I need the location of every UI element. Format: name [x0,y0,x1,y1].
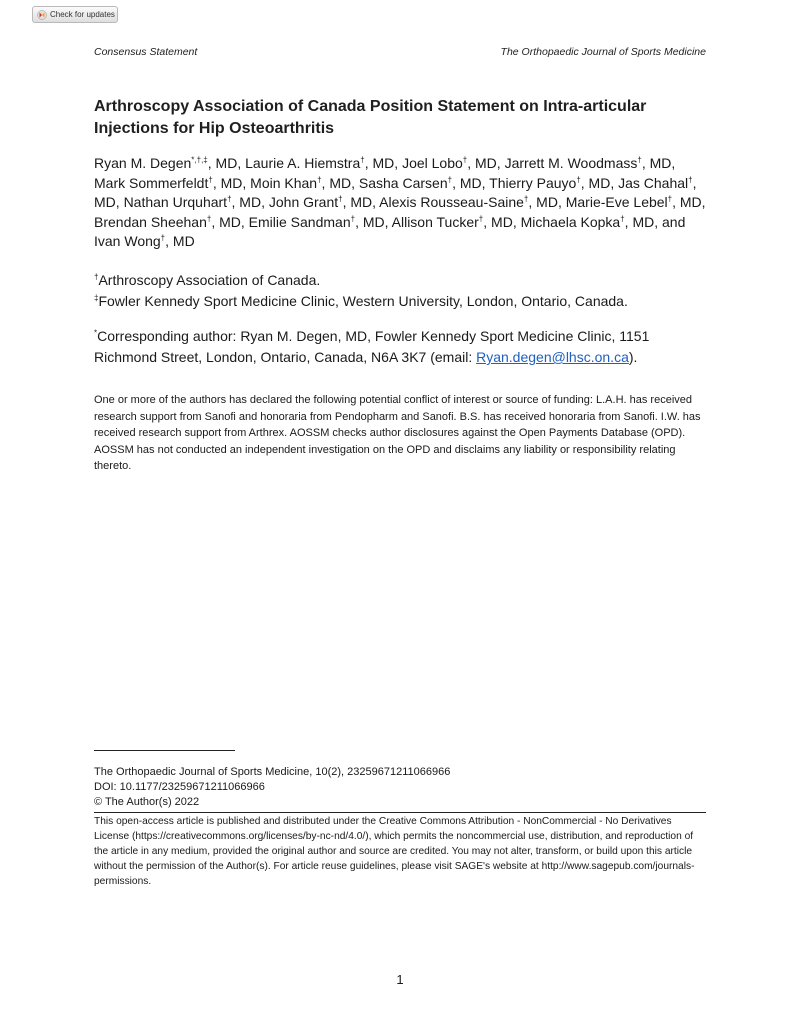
running-header-left: Consensus Statement [94,46,198,58]
corresponding-text: Corresponding author: Ryan M. Degen, MD, Fowler Kennedy Sport Medicine Clinic, 1151 Richmond Street, London, Ontario, Canada, N6A 3K7 (email: [94,328,650,365]
author-name: Sasha Carsen [358,174,448,191]
author-degree: , MD [355,213,385,230]
author-degree: , MD [94,174,697,210]
author-affiliation-mark: † [523,194,529,204]
author-name: Michaela Kopka [520,213,621,230]
author-affiliation-mark: † [160,233,166,243]
author [379,194,558,210]
author [566,194,702,210]
author-name: Ivan Wong [94,233,161,249]
author-affiliation-mark: † [338,194,343,204]
author-degree: , MD [528,194,558,210]
author [94,214,241,230]
author-name: Jas Chahal [618,174,689,191]
corresponding-email-link[interactable]: Ryan.degen@lhsc.on.ca [476,349,629,365]
author-degree: , MD [342,194,373,210]
author-name: Jarrett M. Woodmass [504,155,638,171]
affiliations [94,270,706,312]
footnote [94,765,706,810]
affiliation-1 [94,270,706,291]
corresponding-author [94,326,706,368]
author-name: Joel Lobo [402,155,463,171]
author-affiliation-mark: † [667,194,673,204]
author [402,155,497,171]
author-degree: , MD [321,174,352,191]
author-affiliation-mark: † [360,155,365,165]
author-name: Brendan Sheehan [94,213,207,230]
author-name: Laurie A. Hiemstra [245,155,361,171]
author-affiliation-mark: † [447,174,453,184]
author [392,214,513,230]
author-degree: , MD [483,213,513,230]
author-list: Ryan M. Degen*,†,‡, MD, Laurie A. Hiemstra†, MD, Joel Lobo†, MD, Jarrett M. Woodmass†, MD, Mark Sommerfeldt†, MD, Moin Khan†, MD, Sasha Carsen†, MD, Thierry Pauyo†, MD, Jas Chahal†, MD, Nathan Urquhart†, MD, John Grant†, MD, Alexis Rousseau-Saine†, MD, Marie-Eve Lebel†, MD, Brendan Sheehan†, MD, Emilie Sandman†, MD, Allison Tucker†, MD, Michaela Kopka†, MD, and Ivan Wong†, MD [94,155,706,249]
author [245,155,394,171]
author [250,175,351,191]
license-text: This open-access article is published and distributed under the Creative Commons Attribution - NonCommercial - No Derivatives License (https://creativecommons.org/licenses/by-nc-nd/4.0/), which permits the noncommercial use, distribution, and reproduction of the article in any medium, provided the original author and source are credited. You may not alter, transform, or build upon this article without the permission of the Author(s). For article reuse guidelines, please visit SAGE's website at http://www.sagepub.com/journals-permissions. [94,816,695,887]
page-number: 1 [396,972,404,987]
badge-label: Check for updates [50,10,115,19]
footnote-citation: The Orthopaedic Journal of Sports Medicine, 10(2), 23259671211066966 [94,766,451,778]
corresponding-close: ). [628,349,638,365]
author-affiliation-mark: † [637,155,642,165]
author-degree: , MD [467,155,497,171]
conflict-of-interest-statement: One or more of the authors has declared the following potential conflict of interest or source of funding: L.A.H. has received research support from Sanofi and honoraria from Pendopharm and Sanofi. B.S. has received honoraria from Sanofi. I.W. has received research support from Arthrex. AOSSM checks author disclosures against the Open Payments Database (OPD). AOSSM has not conducted an independent investigation on the OPD and disclaims any liability or responsibility relating thereto. [94,394,701,472]
author-name: John Grant [268,194,339,210]
author-degree: , MD [207,155,238,171]
author [94,175,242,191]
running-header-right: The Orthopaedic Journal of Sports Medicine [500,46,706,58]
license-divider [94,812,706,813]
affiliation-2-mark: ‡ [94,293,99,303]
footnote-divider [94,750,235,751]
author [269,194,372,210]
author-degree: , MD [212,174,243,191]
author-affiliation-mark: † [317,174,322,184]
author [521,214,655,230]
author-name: Mark Sommerfeldt [94,174,209,191]
author-affiliation-mark: † [227,194,232,204]
author-degree: , MD [641,155,672,171]
author-degree: , MD [624,213,655,230]
footnote-doi: DOI: 10.1177/23259671211066966 [94,781,265,793]
footnote-copyright: © The Author(s) 2022 [94,796,200,808]
author [124,194,262,210]
author [249,214,385,230]
author [359,175,482,191]
author-affiliation-mark: † [206,213,212,223]
author-degree: , MD [672,194,702,210]
author-name: Alexis Rousseau-Saine [379,194,524,210]
author-affiliation-mark: † [478,213,484,223]
check-for-updates-badge[interactable] [32,6,118,23]
author-name: Thierry Pauyo [489,174,577,191]
author-affiliation-mark: † [462,155,468,165]
affiliation-2 [94,291,706,312]
author-affiliation-mark: *,†,‡ [191,155,208,165]
author-name: Ryan M. Degen [94,155,192,171]
author-degree: , MD [452,174,482,191]
author-degree: , MD [165,233,195,249]
author [94,155,237,171]
author-name: Moin Khan [250,174,318,191]
author-affiliation-mark: † [688,174,693,184]
author-name: Marie-Eve Lebel [565,194,668,210]
author [94,233,195,249]
author-affiliation-mark: † [208,174,213,184]
crossmark-icon [37,10,47,20]
author-affiliation-mark: † [350,213,356,223]
author-degree: , MD [231,194,262,210]
running-header [94,46,706,58]
author-affiliation-mark: † [576,174,581,184]
author-affiliation-mark: † [620,213,625,223]
affiliation-1-text: Arthroscopy Association of Canada. [98,272,321,288]
author-degree: , MD [211,213,241,230]
corresponding-mark: * [94,328,98,338]
author [489,175,610,191]
author-name: Allison Tucker [391,213,479,230]
affiliation-2-text: Fowler Kennedy Sport Medicine Clinic, Western University, London, Ontario, Canada. [98,293,628,309]
author [505,155,672,171]
author-degree: , MD [580,174,611,191]
author-name: Emilie Sandman [248,213,351,230]
author-degree: , MD [364,155,395,171]
article-title: Arthroscopy Association of Canada Position Statement on Intra-articular Injections for Hip Osteoarthritis [94,98,647,137]
author-name: Nathan Urquhart [123,194,228,210]
affiliation-1-mark: † [94,272,99,282]
